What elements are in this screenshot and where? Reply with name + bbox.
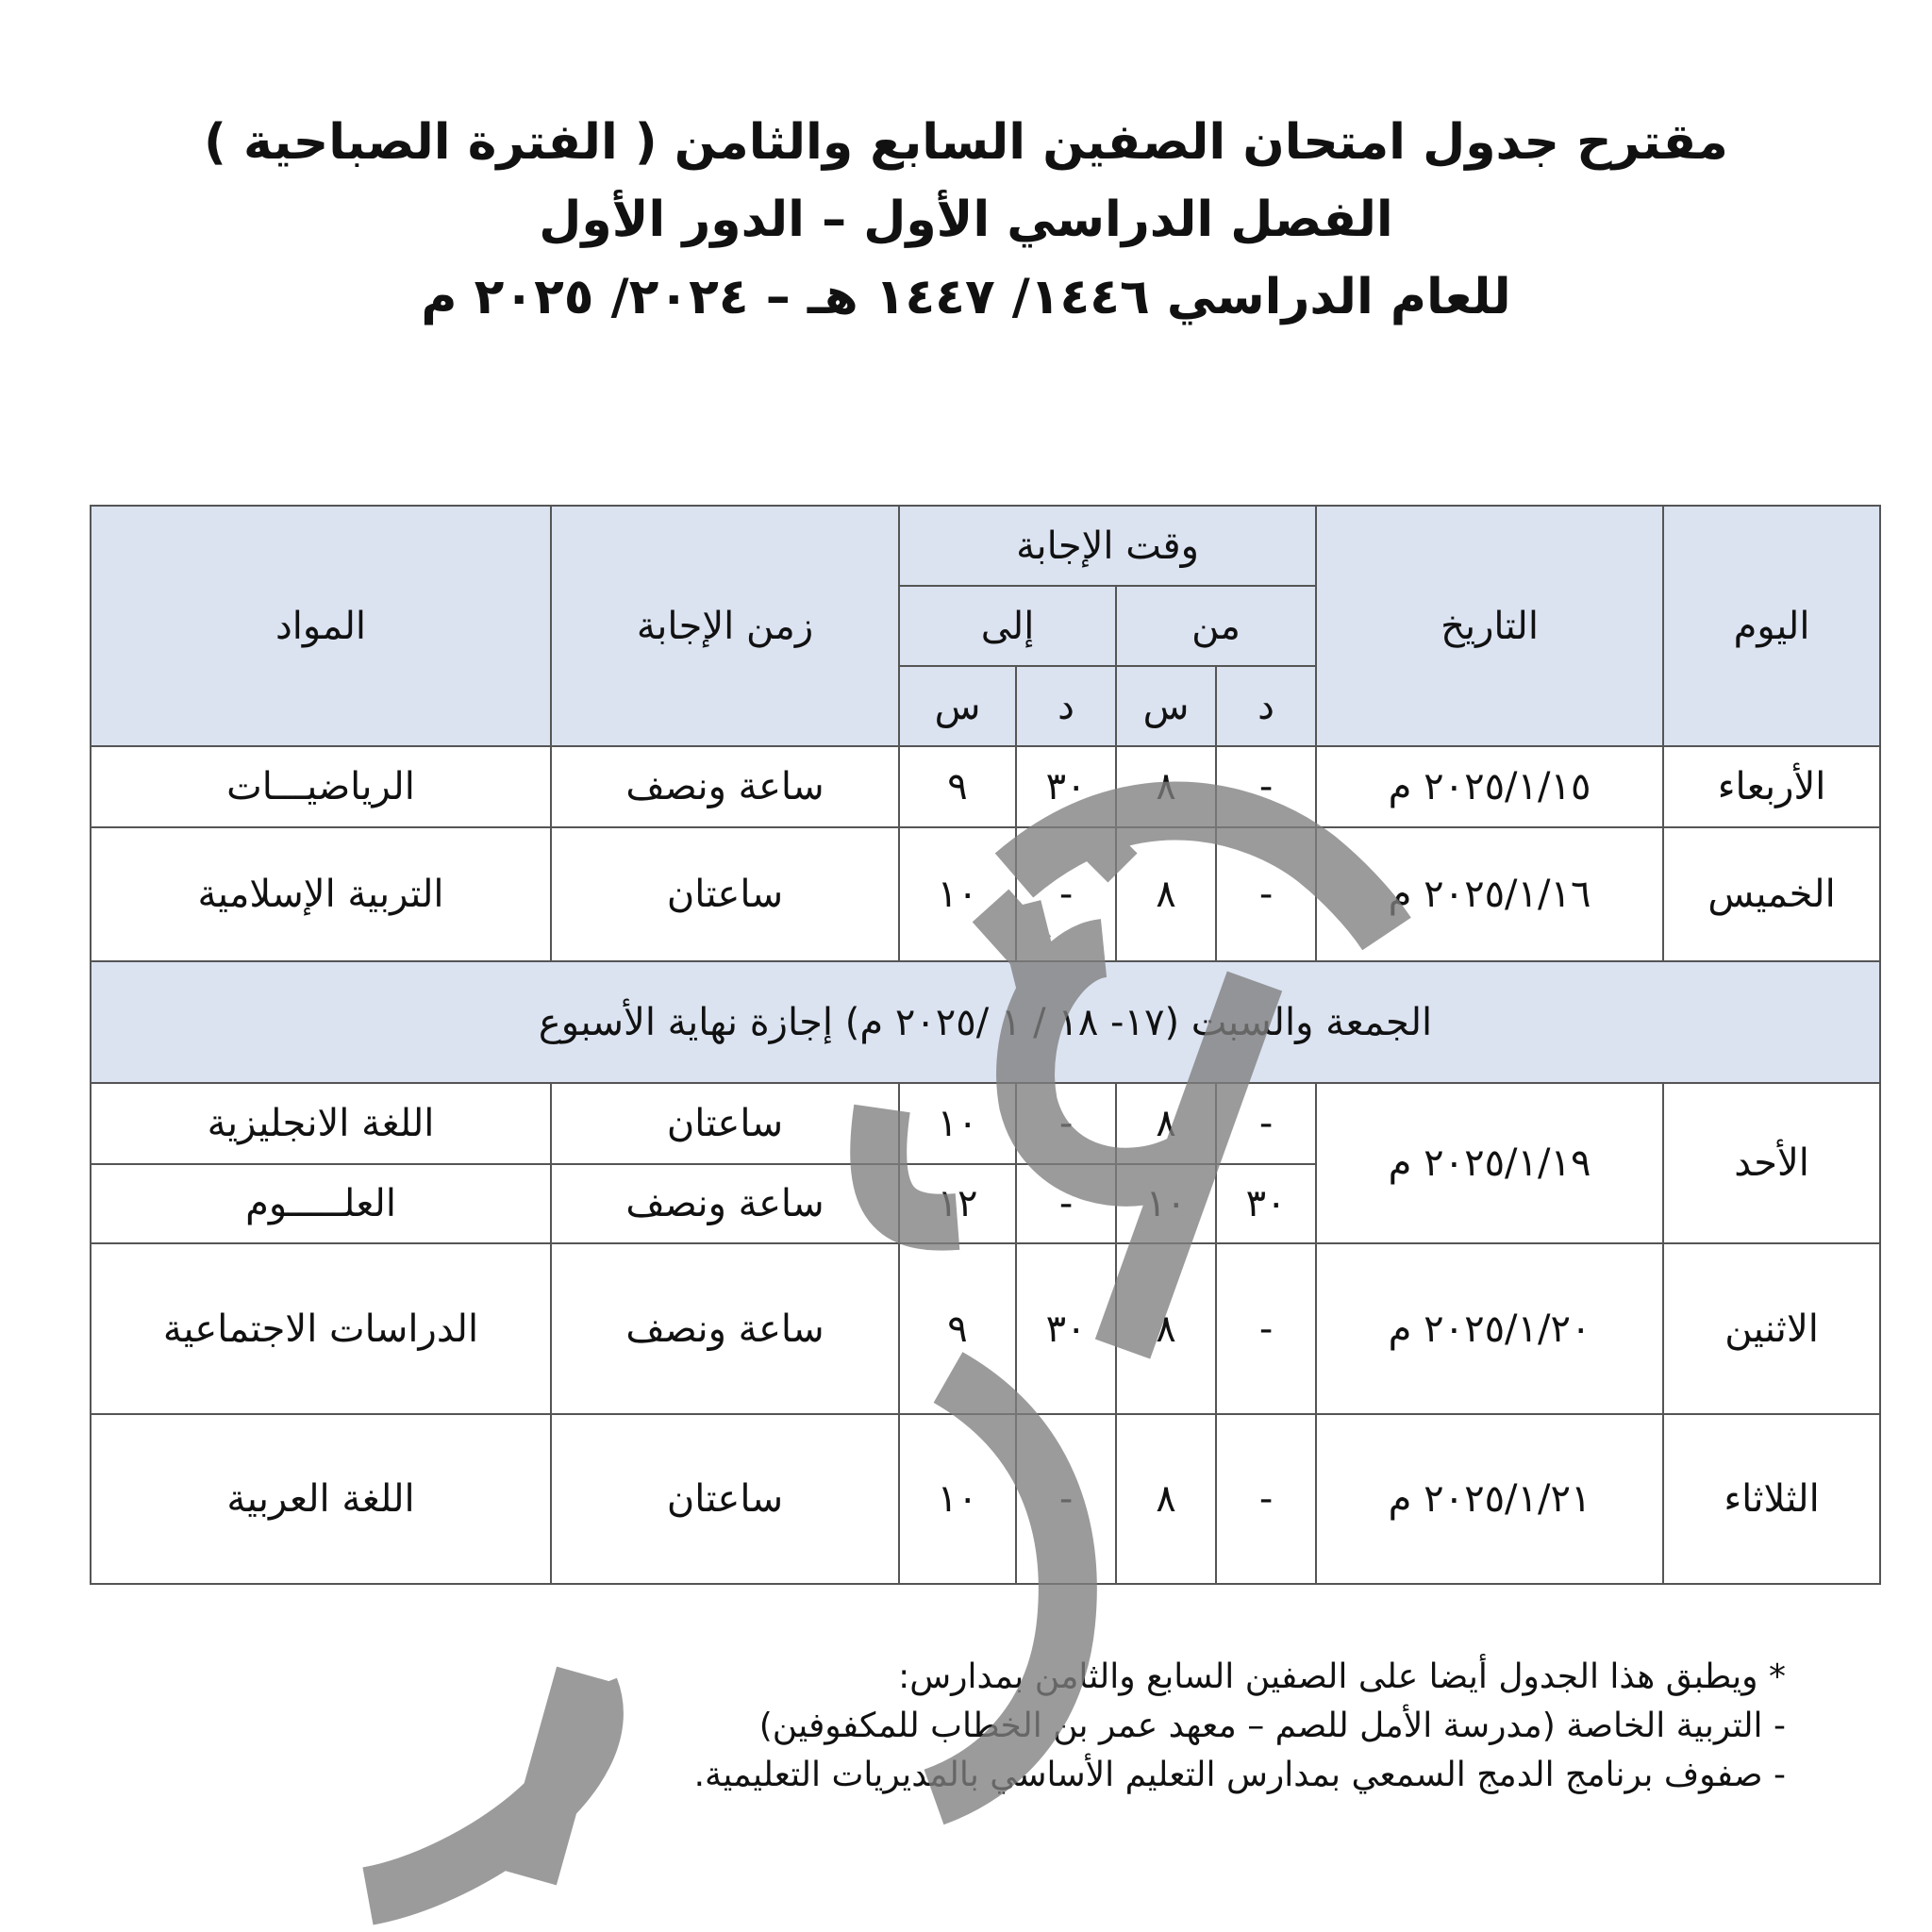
exam-schedule-table — [90, 505, 1881, 1585]
table-row — [91, 1083, 1880, 1164]
cell-subject: الرياضيـــات — [91, 746, 551, 827]
cell-subject: العلـــــوم — [91, 1164, 551, 1243]
cell-to-hour: ١٢ — [899, 1164, 1016, 1243]
cell-to-minute: - — [1016, 827, 1116, 961]
holiday-note: الجمعة والسبت (١٧- ١٨ / ١ /٢٠٢٥ م) إجازة نهاية الأسبوع — [91, 961, 1880, 1083]
header-to-minute: د — [1016, 666, 1116, 746]
cell-from-minute: ٣٠ — [1216, 1164, 1316, 1243]
cell-subject: اللغة العربية — [91, 1414, 551, 1584]
cell-to-minute: - — [1016, 1414, 1116, 1584]
header-answer-time: وقت الإجابة — [899, 506, 1316, 586]
cell-to-hour: ١٠ — [899, 1414, 1016, 1584]
cell-subject: الدراسات الاجتماعية — [91, 1243, 551, 1414]
title-line-2: الفصل الدراسي الأول – الدور الأول — [539, 192, 1393, 248]
cell-from-hour: ٨ — [1116, 827, 1216, 961]
document-header — [0, 104, 1932, 336]
cell-date: ٢٠٢٥/١/١٥ م — [1316, 746, 1663, 827]
cell-from-minute: - — [1216, 827, 1316, 961]
cell-day: الثلاثاء — [1663, 1414, 1880, 1584]
cell-from-minute: - — [1216, 1083, 1316, 1164]
cell-from-hour: ٨ — [1116, 746, 1216, 827]
cell-date: ٢٠٢٥/١/٢١ م — [1316, 1414, 1663, 1584]
cell-from-hour: ٨ — [1116, 1414, 1216, 1584]
header-date: التاريخ — [1316, 506, 1663, 746]
cell-duration: ساعة ونصف — [551, 1243, 899, 1414]
cell-day: الاثنين — [1663, 1243, 1880, 1414]
header-duration: زمن الإجابة — [551, 506, 899, 746]
header-to: إلى — [899, 586, 1116, 666]
cell-date: ٢٠٢٥/١/١٦ م — [1316, 827, 1663, 961]
title-line-1: مقترح جدول امتحان الصفين السابع والثامن ( الفترة الصباحية ) — [204, 114, 1728, 171]
table-row — [91, 1414, 1880, 1584]
table-row — [91, 746, 1880, 827]
cell-to-hour: ٩ — [899, 1243, 1016, 1414]
holiday-row — [91, 961, 1880, 1083]
cell-to-minute: ٣٠ — [1016, 1243, 1116, 1414]
header-from-minute: د — [1216, 666, 1316, 746]
cell-date: ٢٠٢٥/١/٢٠ م — [1316, 1243, 1663, 1414]
footnote-line-3: - صفوف برنامج الدمج السمعي بمدارس التعليم الأساسي بالمديريات التعليمية. — [693, 1756, 1786, 1794]
cell-date: ٢٠٢٥/١/١٩ م — [1316, 1083, 1663, 1243]
cell-from-minute: - — [1216, 1414, 1316, 1584]
watermark-stroke — [528, 1674, 585, 1877]
footnote-line-2: - التربية الخاصة (مدرسة الأمل للصم – معهد عمر بن الخطاب للمكفوفين) — [758, 1707, 1786, 1745]
cell-subject: اللغة الانجليزية — [91, 1083, 551, 1164]
cell-from-minute: - — [1216, 1243, 1316, 1414]
cell-duration: ساعتان — [551, 827, 899, 961]
cell-from-hour: ١٠ — [1116, 1164, 1216, 1243]
cell-duration: ساعتان — [551, 1083, 899, 1164]
header-subjects: المواد — [91, 506, 551, 746]
cell-from-hour: ٨ — [1116, 1083, 1216, 1164]
cell-from-minute: - — [1216, 746, 1316, 827]
header-from: من — [1116, 586, 1316, 666]
cell-to-minute: - — [1016, 1083, 1116, 1164]
cell-from-hour: ٨ — [1116, 1243, 1216, 1414]
cell-day: الأربعاء — [1663, 746, 1880, 827]
table-row — [91, 1243, 1880, 1414]
cell-to-hour: ٩ — [899, 746, 1016, 827]
header-from-hour: س — [1116, 666, 1216, 746]
cell-to-minute: ٣٠ — [1016, 746, 1116, 827]
cell-day: الخميس — [1663, 827, 1880, 961]
cell-to-minute: - — [1016, 1164, 1116, 1243]
cell-to-hour: ١٠ — [899, 827, 1016, 961]
footnote-line-1: * ويطبق هذا الجدول أيضا على الصفين السابع والثامن بمدارس: — [898, 1657, 1786, 1696]
header-day: اليوم — [1663, 506, 1880, 746]
cell-duration: ساعة ونصف — [551, 1164, 899, 1243]
cell-duration: ساعة ونصف — [551, 746, 899, 827]
cell-subject: التربية الإسلامية — [91, 827, 551, 961]
footnotes — [694, 1653, 1786, 1800]
table-row — [91, 827, 1880, 961]
watermark-stroke — [368, 1689, 594, 1896]
cell-duration: ساعتان — [551, 1414, 899, 1584]
header-to-hour: س — [899, 666, 1016, 746]
cell-day: الأحد — [1663, 1083, 1880, 1243]
cell-to-hour: ١٠ — [899, 1083, 1016, 1164]
title-line-3: للعام الدراسي ١٤٤٦/ ١٤٤٧ هـ – ٢٠٢٤/ ٢٠٢٥ م — [421, 269, 1511, 325]
